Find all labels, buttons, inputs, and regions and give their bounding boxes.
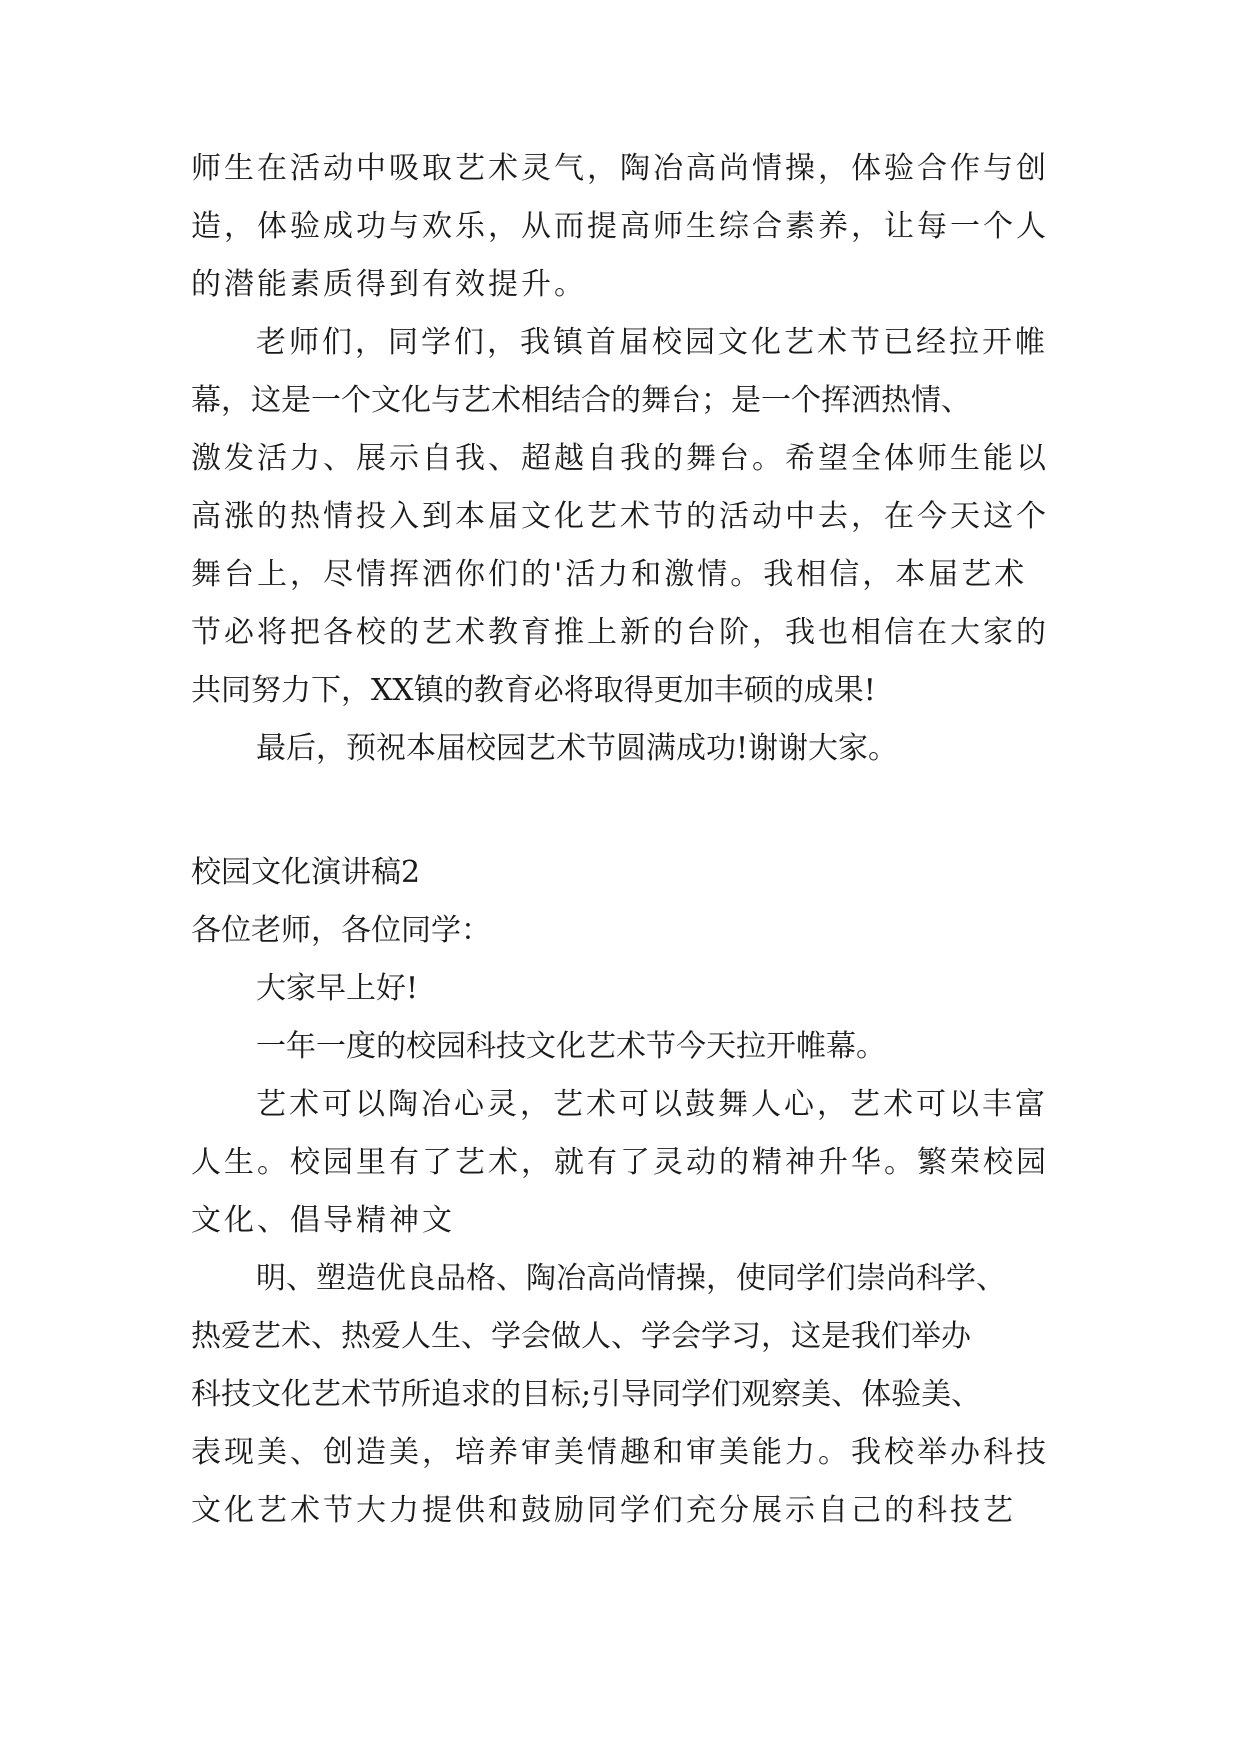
paragraph-line: 老师们，同学们，我镇首届校园文化艺术节已经拉开帷 xyxy=(256,325,1048,360)
paragraph-line: 造，体验成功与欢乐，从而提高师生综合素养，让每一个人 xyxy=(191,209,1049,244)
greeting: 大家早上好! xyxy=(256,971,419,1006)
paragraph-line: 人生。校园里有了艺术，就有了灵动的精神升华。繁荣校园 xyxy=(191,1145,1049,1180)
paragraph-line: 文化艺术节大力提供和鼓励同学们充分展示自己的科技艺 xyxy=(191,1493,1016,1528)
paragraph-line: 幕，这是一个文化与艺术相结合的舞台；是一个挥洒热情、 xyxy=(191,383,971,418)
paragraph-line: 的潜能素质得到有效提升。 xyxy=(191,267,587,302)
paragraph-line: 激发活力、展示自我、超越自我的舞台。希望全体师生能以 xyxy=(191,441,1049,476)
paragraph-line: 一年一度的校园科技文化艺术节今天拉开帷幕。 xyxy=(256,1029,886,1064)
paragraph-line: 共同努力下，XX镇的教育必将取得更加丰硕的成果! xyxy=(191,673,876,708)
paragraph-line: 文化、倡导精神文 xyxy=(191,1203,455,1238)
paragraph-line: 热爱艺术、热爱人生、学会做人、学会学习，这是我们举办 xyxy=(191,1319,971,1354)
paragraph-line: 艺术可以陶冶心灵，艺术可以鼓舞人心，艺术可以丰富 xyxy=(256,1087,1048,1122)
section-title: 校园文化演讲稿2 xyxy=(191,855,421,890)
paragraph-line: 最后，预祝本届校园艺术节圆满成功!谢谢大家。 xyxy=(256,731,899,766)
paragraph-line: 表现美、创造美，培养审美情趣和审美能力。我校举办科技 xyxy=(191,1435,1049,1470)
paragraph-line: 节必将把各校的艺术教育推上新的台阶，我也相信在大家的 xyxy=(191,615,1049,650)
salutation: 各位老师，各位同学： xyxy=(191,913,491,948)
paragraph-line: 舞台上，尽情挥洒你们的'活力和激情。我相信，本届艺术 xyxy=(191,557,1028,592)
paragraph-line: 科技文化艺术节所追求的目标;引导同学们观察美、体验美、 xyxy=(191,1377,982,1412)
paragraph-line: 师生在活动中吸取艺术灵气，陶冶高尚情操，体验合作与创 xyxy=(191,151,1049,186)
paragraph-line: 明、塑造优良品格、陶冶高尚情操，使同学们崇尚科学、 xyxy=(256,1261,1006,1296)
paragraph-line: 高涨的热情投入到本届文化艺术节的活动中去，在今天这个 xyxy=(191,499,1049,534)
